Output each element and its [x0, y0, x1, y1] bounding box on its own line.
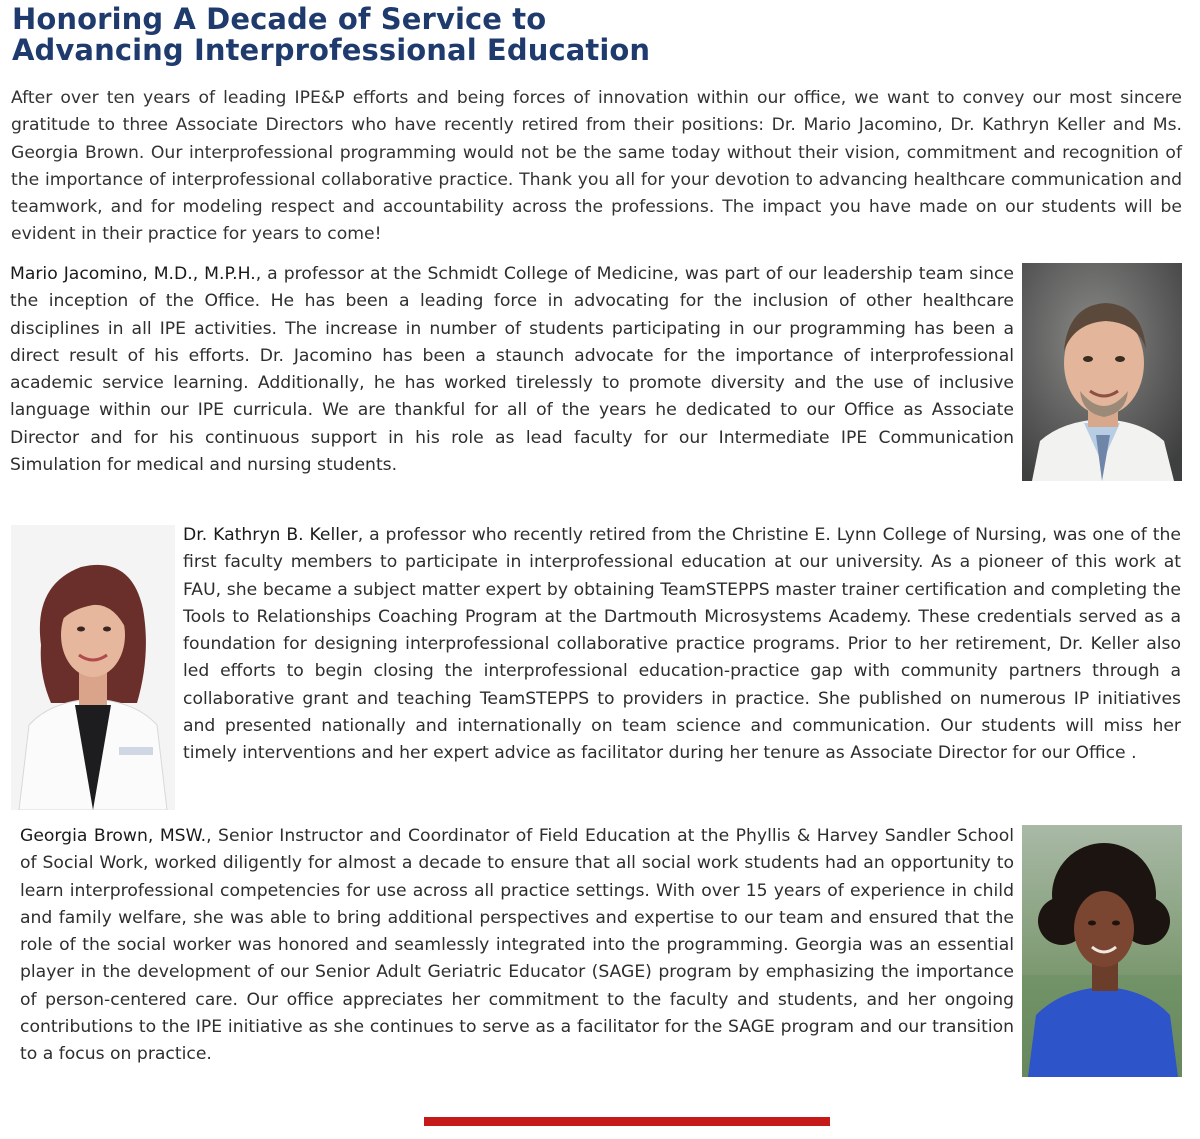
brown-name: Georgia Brown, MSW.: [20, 826, 207, 846]
keller-bio: [183, 522, 1181, 768]
keller-portrait: [11, 525, 175, 810]
page-title-line-1: Honoring A Decade of Service to: [12, 2, 547, 36]
brown-bio-text: , Senior Instructor and Coordinator of Field Education at the Phyllis & Harvey Sandler School of Social Work, worked diligently for almost a decade to ensure that all social work students had an opportunity to learn interprofessional competencies for use across all practice settings. With over 15 years of experience in child and family welfare, she was able to bring additional perspectives and expertise to our team and ensured that the role of the social worker was honored and seamlessly integrated into the programming. Georgia was an essential player in the development of our Senior Adult Geriatric Educator (SAGE) program by emphasizing the importance of person-centered care. Our office appreciates her commitment to the faculty and students, and her ongoing contributions to the IPE initiative as she continues to serve as a facilitator for the SAGE program and our transition to a focus on practice.: [20, 826, 1014, 1065]
intro-paragraph: After over ten years of leading IPE&P efforts and being forces of innovation within our office, we want to convey our most sincere gratitude to three Associate Directors who have recently retired from their positions: Dr. Mario Jacomino, Dr. Kathryn Keller and Ms. Georgia Brown. Our interprofessional programming would not be the same today without their vision, commitment and recognition of the importance of interprofessional collaborative practice. Thank you all for your devotion to advancing healthcare communication and teamwork, and for modeling respect and accountability across the professions. The impact you have made on our students will be evident in their practice for years to come!: [11, 88, 1182, 245]
page-title-line-2: Advancing Interprofessional Education: [12, 33, 651, 67]
keller-bio-text: , a professor who recently retired from the Christine E. Lynn College of Nursing, was one of the first faculty members to participate in interprofessional education at our university. As a pioneer of this work at FAU, she became a subject matter expert by obtaining TeamSTEPPS master trainer certification and completing the Tools to Relationships Coaching Program at the Dartmouth Microsystems Academy. These credentials served as a foundation for designing interprofessional collaborative practice programs. Prior to her retirement, Dr. Keller also led efforts to begin closing the interprofessional education-practice gap with community partners through a collaborative grant and teaching TeamSTEPPS to providers in practice. She published on numerous IP initiatives and presented nationally and internationally on team science and communication. Our students will miss her timely interventions and her expert advice as facilitator during her tenure as Associate Director for our Office .: [183, 525, 1181, 764]
jacomino-bio: [10, 261, 1014, 479]
jacomino-portrait: [1022, 263, 1182, 481]
jacomino-name: Mario Jacomino, M.D., M.P.H.: [10, 264, 256, 284]
keller-name: Dr. Kathryn B. Keller: [183, 525, 358, 545]
jacomino-bio-text: , a professor at the Schmidt College of Medicine, was part of our leadership team since the inception of the Office. He has been a leading force in advocating for the inclusion of other healthcare disciplines in all IPE activities. The increase in number of students participating in our programming has been a direct result of his efforts. Dr. Jacomino has been a staunch advocate for the importance of interprofessional academic service learning. Additionally, he has worked tirelessly to promote diversity and the use of inclusive language within our IPE curricula. We are thankful for all of the years he dedicated to our Office as Associate Director and for his continuous support in his role as lead faculty for our Intermediate IPE Communication Simulation for medical and nursing students.: [10, 264, 1014, 476]
footer-divider: [424, 1117, 830, 1126]
brown-portrait: [1022, 825, 1182, 1077]
page-title: [12, 4, 650, 66]
brown-bio: [20, 823, 1014, 1069]
